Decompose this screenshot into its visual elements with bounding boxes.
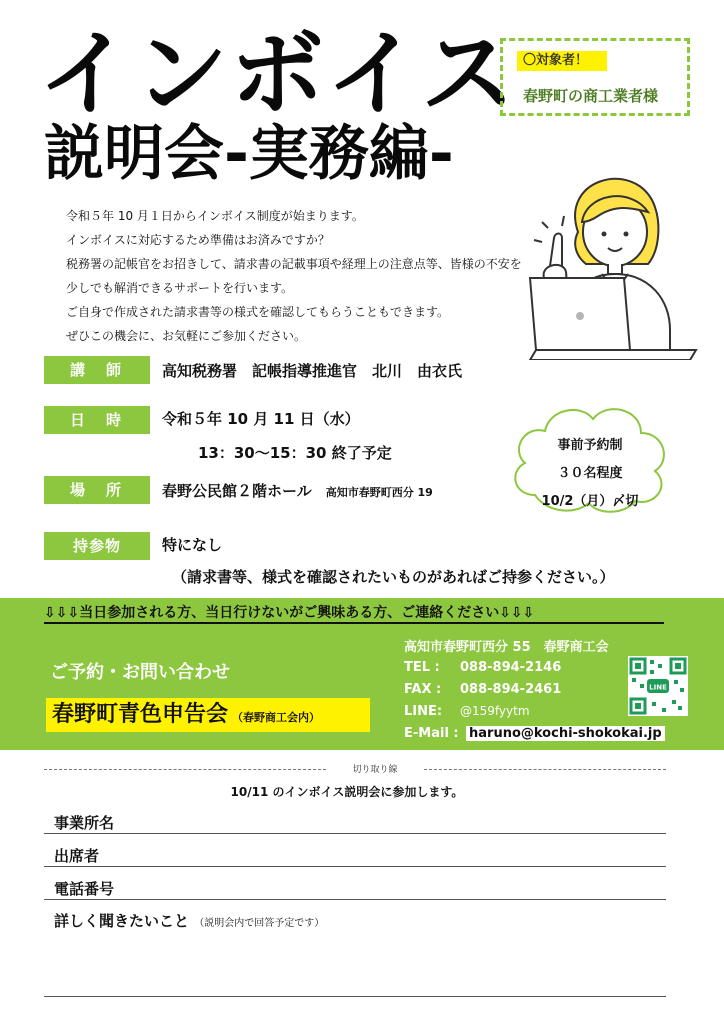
contact-title: ご予約・お問い合わせ: [50, 662, 230, 683]
target-audience-box: [500, 38, 690, 116]
qr-label: LINE: [649, 683, 667, 692]
tel-label: TEL :: [404, 660, 440, 675]
contact-address: 高知市春野町西分 55 春野商工会: [404, 640, 609, 655]
organization-name: 春野町青色申告会: [52, 702, 229, 727]
line-label: LINE:: [404, 704, 443, 719]
venue-value: [162, 480, 433, 501]
lecturer-value: 高知税務署 記帳指導推進官 北川 由衣氏: [162, 362, 463, 380]
target-tag: 〇対象者！: [517, 51, 607, 71]
field-phone-label: 電話番号: [54, 880, 115, 898]
reservation-line: 10/2（月）〆切: [541, 494, 639, 509]
line-qr-code-icon[interactable]: [628, 656, 688, 716]
page-title: インボイス: [38, 20, 518, 129]
intro-line: 税務署の記帳官をお招きして、請求書の記載事項や経理上の注意点等、皆様の不安を: [66, 257, 522, 271]
field-phone-line[interactable]: [44, 899, 666, 900]
field-question-label: [54, 910, 324, 931]
venue-label: 場 所: [44, 476, 150, 504]
lecturer-label: 講 師: [44, 356, 150, 384]
bring-value: 特になし: [162, 536, 223, 554]
date-value: 令和５年 10 月 11 日（水）: [162, 410, 360, 428]
contact-email: [404, 726, 665, 741]
contact-heading: ⇩⇩⇩当日参加される方、当日行けないがご興味ある方、ご連絡ください⇩⇩⇩: [44, 605, 535, 621]
participation-notice: 10/11 のインボイス説明会に参加します。: [230, 785, 464, 799]
contact-heading-underline: [44, 622, 664, 624]
cut-line-right: [424, 769, 666, 770]
venue-name: 春野公民館２階ホール: [162, 482, 312, 500]
bring-note: （請求書等、様式を確認されたいものがあればご持参ください。）: [172, 568, 615, 586]
contact-fax: [404, 682, 561, 697]
reservation-line: 事前予約制: [557, 438, 623, 453]
intro-line: 令和５年 10 月１日からインボイス制度が始まります。: [66, 209, 364, 223]
organization-sub: （春野商工会内）: [232, 711, 321, 724]
target-text: 春野町の商工業者様: [523, 87, 659, 105]
line-value[interactable]: @159fyytm: [460, 704, 530, 718]
intro-line: ぜひこの機会に、お気軽にご参加ください。: [66, 329, 307, 343]
bring-label: 持参物: [44, 532, 150, 560]
fax-label: FAX :: [404, 682, 442, 697]
intro-line: インボイスに対応するため準備はお済みですか？: [66, 233, 330, 247]
venue-address: 高知市春野町西分 19: [325, 486, 433, 499]
contact-tel: [404, 660, 561, 675]
intro-line: 少しでも解消できるサポートを行います。: [66, 281, 294, 295]
contact-line: [404, 704, 530, 719]
email-link[interactable]: haruno@kochi-shokokai.jp: [466, 726, 665, 741]
fax-value: 088-894-2461: [460, 682, 562, 697]
datetime-label: 日 時: [44, 406, 150, 434]
intro-line: ご自身で作成された請求書等の様式を確認してもらうこともできます。: [66, 305, 450, 319]
woman-laptop-illustration: [520, 160, 710, 360]
cut-line-left: [44, 769, 326, 770]
intro-text: [66, 204, 536, 348]
field-question-note: （説明会内で回答予定です）: [194, 918, 325, 929]
page-subtitle: 説明会-実務編-: [44, 119, 454, 189]
tel-value[interactable]: 088-894-2146: [460, 660, 562, 675]
field-business-name-line[interactable]: [44, 833, 666, 834]
field-business-name-label: 事業所名: [54, 814, 115, 832]
field-question-line[interactable]: [44, 996, 666, 997]
field-question-text: 詳しく聞きたいこと: [54, 912, 190, 930]
cut-line-label: 切り取り線: [352, 765, 398, 775]
email-label: E-Mail :: [404, 726, 459, 741]
field-attendee-label: 出席者: [54, 847, 100, 865]
field-attendee-line[interactable]: [44, 866, 666, 867]
organization-banner: [46, 698, 370, 732]
time-value: 13：30～15：30 終了予定: [198, 444, 392, 462]
reservation-line: ３０名程度: [557, 466, 623, 481]
